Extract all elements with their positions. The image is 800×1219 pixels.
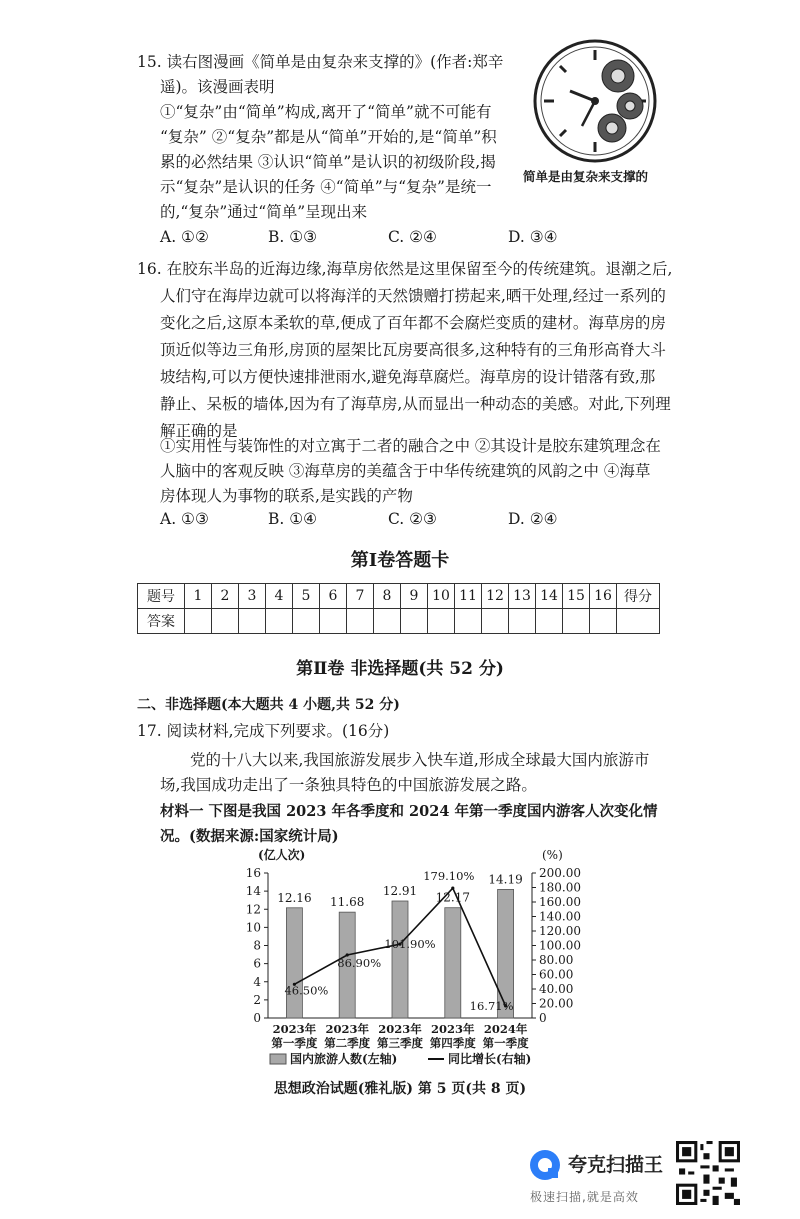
answer-cell[interactable] [455,609,482,634]
q16-line-9: 人脑中的客观反映 ③海草房的美蕴含于中华传统建筑的风韵之中 ④海草 [160,462,651,480]
page-footer: 思想政治试题(雅礼版) 第 5 页(共 8 页) [273,1081,527,1097]
right-axis-unit: (%) [542,848,563,862]
q15-option-c: C. ②④ [388,228,437,246]
part2-title: 第Ⅱ卷 非选择题(共 52 分) [296,659,504,679]
answer-row-label: 答案 [138,609,185,634]
answer-cell[interactable] [401,609,428,634]
number-cell: 9 [401,584,428,609]
q16-line-4: 顶近似等边三角形,房顶的屋架比瓦房要高很多,这种特有的三角形高脊大斗 [160,341,666,359]
tourism-chart [240,843,600,1073]
number-cell: 15 [563,584,590,609]
right-tick-label: 40.00 [539,982,574,996]
left-tick-label: 14 [245,884,261,899]
answer-card-table [137,583,660,634]
answer-cell[interactable] [293,609,320,634]
q15-line-7: 的,“复杂”通过“简单”呈现出来 [160,203,368,221]
left-tick-label: 4 [253,974,261,989]
answer-cell[interactable] [266,609,293,634]
q16-option-a: A. ①③ [160,510,209,528]
q16-line-2: 人们守在海岸边就可以将海洋的天然馈赠打捞起来,晒干处理,经过一系列的 [160,287,666,305]
number-cell: 10 [428,584,455,609]
bar-value-label: 14.19 [488,872,523,887]
legend-line-label: 同比增长(右轴) [448,1052,532,1066]
q17-paragraph-line-2: 场,我国成功走出了一条独具特色的中国旅游发展之路。 [160,776,537,794]
number-row-label: 题号 [138,584,185,609]
number-cell: 3 [239,584,266,609]
q15-option-a: A. ①② [160,228,209,246]
x-label-quarter: 第一季度 [482,1036,529,1050]
left-tick-label: 12 [245,902,261,917]
number-cell: 4 [266,584,293,609]
answer-cell[interactable] [239,609,266,634]
right-tick-label: 0 [539,1011,547,1025]
answer-cell[interactable] [428,609,455,634]
left-tick-label: 8 [253,938,261,953]
q15-option-b: B. ①③ [268,228,318,246]
x-label-year: 2023年 [325,1022,369,1036]
brand-name: 夸克扫描王 [568,1154,664,1176]
cartoon-caption: 简单是由复杂来支撑的 [523,169,649,184]
x-label-year: 2023年 [272,1022,317,1036]
right-tick-label: 60.00 [539,967,574,982]
answer-card-answer-row [138,609,660,634]
answer-cell[interactable] [536,609,563,634]
answer-card-number-row [138,584,660,609]
material-1-line-2: 况。(数据来源:国家统计局) [160,828,339,845]
number-cell: 2 [212,584,239,609]
growth-rate-point [451,887,454,890]
answer-cell[interactable] [185,609,212,634]
q17-paragraph-line-1: 党的十八大以来,我国旅游发展步入快车道,形成全球最大国内旅游市 [190,751,650,769]
q15-line-6: 示“复杂”是认识的任务 ④“简单”与“复杂”是统一 [160,178,492,196]
left-tick-label: 6 [253,956,261,971]
x-label-year: 2024年 [483,1022,528,1036]
bar-domestic-tourists [445,908,461,1018]
score-label: 得分 [617,584,660,609]
number-cell: 5 [293,584,320,609]
q16-option-d: D. ②④ [508,510,558,528]
left-tick-label: 10 [245,920,261,935]
answer-cell[interactable] [347,609,374,634]
number-cell: 13 [509,584,536,609]
growth-rate-label: 101.90% [384,937,436,952]
number-cell: 11 [455,584,482,609]
x-label-quarter: 第四季度 [429,1036,476,1050]
number-cell: 16 [590,584,617,609]
q16-line-5: 坡结构,可以方便快速排泄雨水,避免海草腐烂。海草房的设计错落有致,那 [160,368,656,386]
growth-rate-label: 46.50% [284,983,329,998]
number-cell: 1 [185,584,212,609]
right-tick-label: 140.00 [539,909,581,924]
part2-section-heading: 二、非选择题(本大题共 4 小题,共 52 分) [137,697,400,713]
q15-line-4: “复杂” ②“复杂”都是从“简单”开始的,是“简单”积 [160,128,497,146]
left-tick-label: 2 [253,992,261,1007]
number-cell: 8 [374,584,401,609]
right-tick-label: 20.00 [539,996,574,1011]
right-tick-label: 100.00 [539,938,581,953]
answer-cell[interactable] [590,609,617,634]
q16-line-3: 变化之后,这原本柔软的草,便成了百年都不会腐烂变质的建材。海草房的房 [160,314,666,332]
answer-cell[interactable] [482,609,509,634]
cartoon-clock-image [520,36,670,186]
bar-value-label: 12.91 [382,884,418,899]
x-label-quarter: 第二季度 [324,1036,371,1050]
right-tick-label: 80.00 [539,953,574,967]
right-tick-label: 180.00 [539,880,581,895]
legend-bar-swatch [270,1054,286,1064]
x-label-year: 2023年 [378,1022,422,1036]
q16-line-6: 静止、呆板的墙体,因为有了海草房,从而显出一种动态的美感。对此,下列理 [160,395,671,413]
left-tick-label: 16 [245,866,261,880]
bar-domestic-tourists [392,901,408,1018]
q16-option-b: B. ①④ [268,510,318,528]
q15-option-d: D. ③④ [508,228,558,246]
growth-rate-label: 86.90% [337,955,382,970]
x-label-quarter: 第一季度 [271,1036,318,1050]
left-tick-label: 0 [253,1011,261,1025]
right-tick-label: 200.00 [539,866,581,880]
score-cell[interactable] [617,609,660,634]
number-cell: 7 [347,584,374,609]
q15-line-3: ①“复杂”由“简单”构成,离开了“简单”就不可能有 [160,103,492,121]
growth-rate-label: 179.10% [423,869,475,884]
q16-line-10: 房体现人为事物的联系,是实践的产物 [160,487,413,505]
number-cell: 12 [482,584,509,609]
quark-logo-icon [528,1148,562,1182]
q15-line-2: 遥)。该漫画表明 [160,78,275,96]
legend-bar-label: 国内旅游人数(左轴) [290,1052,398,1066]
q16-option-c: C. ②③ [388,510,437,528]
q16-line-8: ①实用性与装饰性的对立寓于二者的融合之中 ②其设计是胶东建筑理念在 [160,437,661,455]
material-1-line-1: 材料一 下图是我国 2023 年各季度和 2024 年第一季度国内游客人次变化情 [160,803,658,820]
answer-cell[interactable] [212,609,239,634]
right-tick-label: 160.00 [539,895,581,909]
left-axis-unit: (亿人次) [258,848,306,862]
answer-cell[interactable] [563,609,590,634]
bar-value-label: 11.68 [330,895,365,910]
right-tick-label: 120.00 [539,924,581,938]
bar-domestic-tourists [286,908,302,1018]
brand-slogan: 极速扫描,就是高效 [530,1190,639,1204]
qr-code-icon [676,1141,740,1205]
q17-heading: 17. 阅读材料,完成下列要求。(16分) [137,722,390,740]
q15-line-5: 累的必然结果 ③认识“简单”是认识的初级阶段,揭 [160,153,496,171]
q16-line-7: 解正确的是 [160,422,238,440]
answer-cell[interactable] [320,609,347,634]
growth-rate-label: 16.71% [469,998,514,1013]
bar-value-label: 12.16 [277,890,312,905]
answer-card-title: 第Ⅰ卷答题卡 [350,550,450,571]
x-label-quarter: 第三季度 [377,1036,423,1050]
number-cell: 6 [320,584,347,609]
answer-cell[interactable] [374,609,401,634]
bar-value-label: 12.17 [435,890,470,905]
number-cell: 14 [536,584,563,609]
q16-line-1: 16. 在胶东半岛的近海边缘,海草房依然是这里保留至今的传统建筑。退潮之后, [137,260,673,278]
answer-cell[interactable] [509,609,536,634]
q15-line-1: 15. 读右图漫画《简单是由复杂来支撑的》(作者:郑辛 [137,53,504,71]
x-label-year: 2023年 [431,1022,475,1036]
